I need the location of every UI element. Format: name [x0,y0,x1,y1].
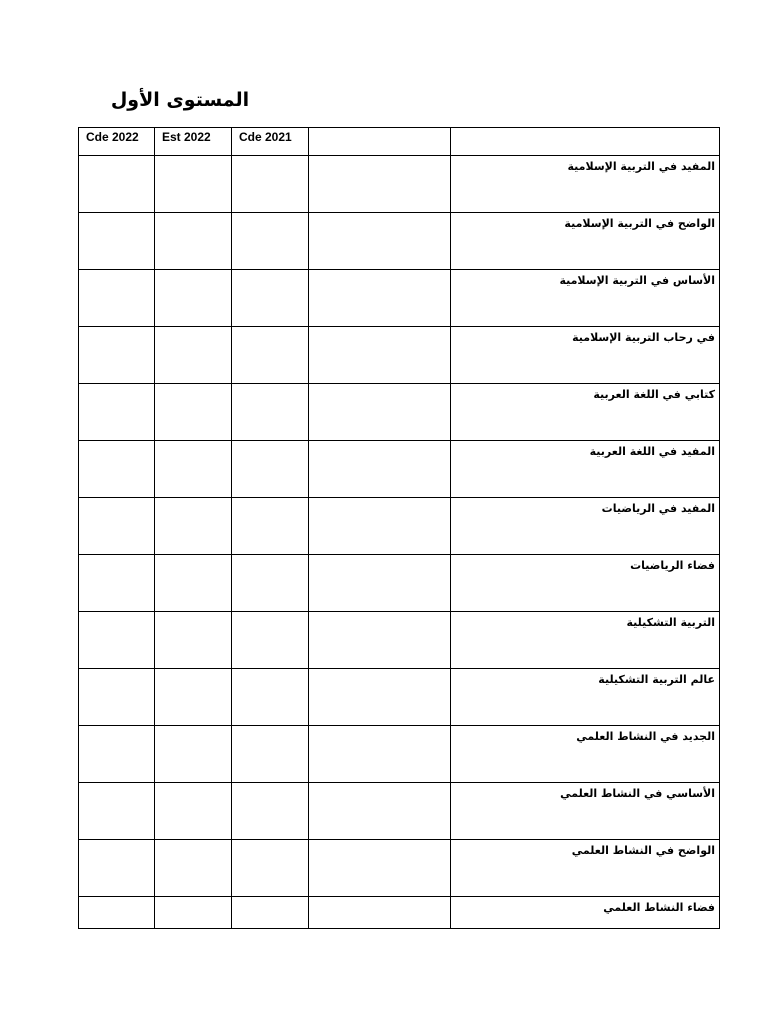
cell-est-2022[interactable] [155,213,232,270]
cell-blank[interactable] [309,726,451,783]
cell-est-2022-value [155,156,231,162]
cell-blank[interactable] [309,441,451,498]
table-row [79,384,720,441]
table-row [79,840,720,897]
book-title: في رحاب التربية الإسلامية [572,331,715,344]
book-title: المفيد في الرياضيات [601,502,715,515]
cell-cde-2022[interactable] [79,327,155,384]
cell-cde-2021[interactable] [232,498,309,555]
table-header-row [79,128,720,156]
cell-cde-2021[interactable] [232,270,309,327]
cell-est-2022[interactable] [155,783,232,840]
cell-cde-2022[interactable] [79,213,155,270]
cell-est-2022-value [155,840,231,846]
cell-cde-2021-value [232,156,308,162]
cell-cde-2021-value [232,555,308,561]
table-row [79,441,720,498]
cell-blank-value [309,669,450,675]
table-row [79,213,720,270]
book-title: الواضح في التربية الإسلامية [564,217,715,230]
table-row [79,156,720,213]
header-cde-2021: Cde 2021 [232,128,309,156]
cell-est-2022[interactable] [155,498,232,555]
cell-book-title [451,555,720,612]
book-title: الأساس في التربية الإسلامية [559,274,715,287]
cell-cde-2022[interactable] [79,441,155,498]
book-title: كتابي في اللغة العربية [593,388,715,401]
cell-est-2022[interactable] [155,669,232,726]
cell-book-title [451,612,720,669]
cell-book-title [451,213,720,270]
cell-blank[interactable] [309,384,451,441]
cell-cde-2021-value [232,612,308,618]
cell-blank[interactable] [309,270,451,327]
cell-est-2022[interactable] [155,726,232,783]
cell-cde-2022-value [79,327,154,333]
cell-cde-2022-value [79,213,154,219]
header-cde-2022: Cde 2022 [79,128,155,156]
cell-cde-2021[interactable] [232,441,309,498]
cell-book-title [451,897,720,929]
table-row [79,270,720,327]
cell-est-2022[interactable] [155,612,232,669]
cell-blank[interactable] [309,213,451,270]
cell-blank-value [309,612,450,618]
cell-cde-2022[interactable] [79,555,155,612]
cell-cde-2022[interactable] [79,669,155,726]
book-title: التربية التشكيلية [626,616,715,629]
cell-blank-value [309,156,450,162]
cell-book-title [451,840,720,897]
table-row [79,498,720,555]
cell-blank[interactable] [309,783,451,840]
header-est-2022: Est 2022 [155,128,232,156]
cell-cde-2022[interactable] [79,840,155,897]
table-row [79,612,720,669]
cell-cde-2022-value [79,555,154,561]
cell-blank[interactable] [309,156,451,213]
cell-cde-2022-value [79,897,154,903]
cell-cde-2021[interactable] [232,327,309,384]
cell-cde-2021-value [232,783,308,789]
cell-blank[interactable] [309,327,451,384]
cell-est-2022-value [155,783,231,789]
cell-est-2022[interactable] [155,897,232,929]
cell-est-2022[interactable] [155,156,232,213]
book-title: فضاء النشاط العلمي [603,901,715,914]
cell-est-2022-value [155,555,231,561]
book-title: فضاء الرياضيات [630,559,715,572]
cell-blank[interactable] [309,612,451,669]
cell-est-2022[interactable] [155,555,232,612]
page-title: المستوى الأول [110,89,250,111]
cell-cde-2022[interactable] [79,384,155,441]
table-body [79,156,720,929]
cell-blank[interactable] [309,555,451,612]
cell-cde-2021[interactable] [232,156,309,213]
cell-cde-2022-value [79,669,154,675]
cell-blank[interactable] [309,669,451,726]
cell-cde-2021-value [232,897,308,903]
cell-est-2022-value [155,327,231,333]
cell-cde-2021[interactable] [232,669,309,726]
cell-est-2022[interactable] [155,840,232,897]
cell-est-2022[interactable] [155,384,232,441]
cell-blank-value [309,327,450,333]
cell-cde-2022-value [79,384,154,390]
cell-cde-2022-value [79,840,154,846]
cell-est-2022[interactable] [155,270,232,327]
book-title: الجديد في النشاط العلمي [576,730,715,743]
header-blank [309,128,451,156]
cell-est-2022[interactable] [155,441,232,498]
cell-blank[interactable] [309,897,451,929]
cell-cde-2022-value [79,612,154,618]
table-row [79,555,720,612]
cell-cde-2021-value [232,669,308,675]
cell-est-2022-value [155,441,231,447]
cell-cde-2022[interactable] [79,156,155,213]
cell-blank-value [309,897,450,903]
cell-cde-2022-value [79,441,154,447]
cell-book-title [451,669,720,726]
book-title: الواضح في النشاط العلمي [571,844,715,857]
cell-book-title [451,384,720,441]
cell-cde-2022[interactable] [79,783,155,840]
cell-blank-value [309,384,450,390]
cell-cde-2022[interactable] [79,612,155,669]
cell-cde-2021-value [232,441,308,447]
header-title [451,128,720,156]
cell-cde-2021[interactable] [232,783,309,840]
cell-cde-2021[interactable] [232,384,309,441]
cell-cde-2022-value [79,726,154,732]
cell-book-title [451,441,720,498]
cell-est-2022-value [155,612,231,618]
cell-blank-value [309,840,450,846]
cell-cde-2021[interactable] [232,555,309,612]
cell-cde-2021[interactable] [232,726,309,783]
book-title: الأساسي في النشاط العلمي [560,787,715,800]
cell-cde-2021-value [232,270,308,276]
cell-cde-2022[interactable] [79,726,155,783]
cell-blank-value [309,213,450,219]
cell-est-2022-value [155,669,231,675]
order-table [78,127,720,929]
cell-cde-2022-value [79,783,154,789]
book-title: عالم التربية التشكيلية [598,673,715,686]
cell-cde-2021[interactable] [232,213,309,270]
cell-book-title [451,726,720,783]
cell-cde-2021[interactable] [232,612,309,669]
cell-book-title [451,783,720,840]
cell-book-title [451,498,720,555]
cell-blank[interactable] [309,498,451,555]
cell-cde-2022-value [79,156,154,162]
cell-cde-2021-value [232,327,308,333]
table-row [79,669,720,726]
cell-blank-value [309,441,450,447]
cell-est-2022-value [155,897,231,903]
cell-cde-2021-value [232,498,308,504]
cell-book-title [451,327,720,384]
cell-cde-2022[interactable] [79,498,155,555]
cell-cde-2021-value [232,384,308,390]
cell-blank-value [309,555,450,561]
cell-cde-2022[interactable] [79,270,155,327]
cell-blank[interactable] [309,840,451,897]
cell-est-2022-value [155,384,231,390]
cell-est-2022-value [155,726,231,732]
table-row [79,897,720,929]
book-title: المفيد في التربية الإسلامية [567,160,715,173]
table-row [79,327,720,384]
cell-cde-2021-value [232,726,308,732]
cell-cde-2022[interactable] [79,897,155,929]
cell-est-2022-value [155,498,231,504]
cell-book-title [451,156,720,213]
cell-cde-2021-value [232,840,308,846]
cell-cde-2021[interactable] [232,840,309,897]
table-row [79,783,720,840]
cell-blank-value [309,726,450,732]
book-title: المفيد في اللغة العربية [589,445,715,458]
cell-book-title [451,270,720,327]
cell-blank-value [309,783,450,789]
cell-blank-value [309,270,450,276]
cell-est-2022[interactable] [155,327,232,384]
table-row [79,726,720,783]
cell-cde-2022-value [79,498,154,504]
cell-cde-2022-value [79,270,154,276]
cell-cde-2021[interactable] [232,897,309,929]
cell-est-2022-value [155,270,231,276]
cell-est-2022-value [155,213,231,219]
cell-blank-value [309,498,450,504]
cell-cde-2021-value [232,213,308,219]
